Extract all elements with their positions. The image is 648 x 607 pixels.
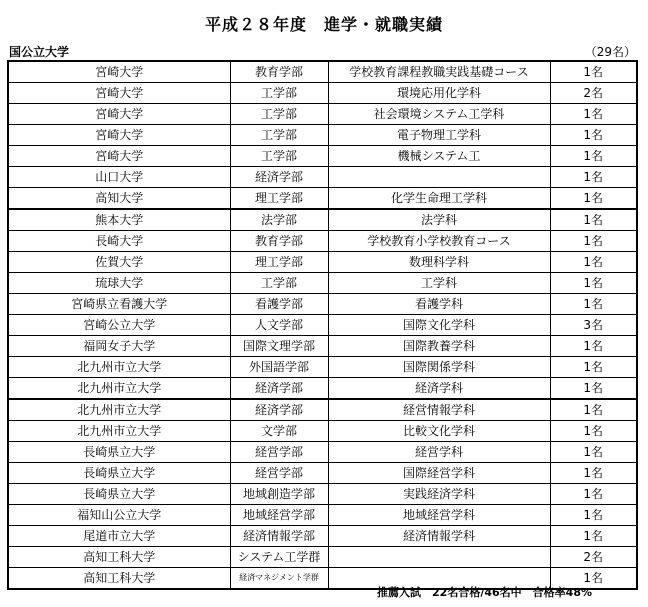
total-count: （29名） — [584, 45, 636, 59]
count-cell: 1名 — [550, 568, 637, 590]
table-row — [8, 61, 637, 83]
faculty-cell: 看護学部 — [230, 294, 328, 315]
count-cell: 1名 — [550, 146, 637, 167]
university-cell: 山口大学 — [8, 167, 230, 188]
department-cell: 機械システム工 — [328, 146, 550, 167]
university-cell: 長崎県立大学 — [8, 463, 230, 484]
table-row — [8, 273, 637, 294]
faculty-cell: 工学部 — [230, 104, 328, 125]
department-cell: 国際関係学科 — [328, 357, 550, 378]
table-row — [8, 442, 637, 463]
faculty-cell: 経済学部 — [230, 167, 328, 188]
table-row — [8, 505, 637, 526]
department-cell: 国際経営学科 — [328, 463, 550, 484]
count-cell: 1名 — [550, 61, 637, 83]
count-cell: 1名 — [550, 442, 637, 463]
university-cell: 福知山公立大学 — [8, 505, 230, 526]
count-cell: 1名 — [550, 378, 637, 400]
faculty-cell: 経済学部 — [230, 399, 328, 421]
faculty-cell: 人文学部 — [230, 315, 328, 336]
table-row — [8, 357, 637, 378]
university-cell: 北九州市立大学 — [8, 399, 230, 421]
count-cell: 1名 — [550, 484, 637, 505]
table-row — [8, 104, 637, 125]
faculty-cell: 理工学部 — [230, 188, 328, 210]
table-row — [8, 167, 637, 188]
table-row — [8, 231, 637, 252]
university-cell: 宮崎県立看護大学 — [8, 294, 230, 315]
department-cell: 国際教養学科 — [328, 336, 550, 357]
count-cell: 1名 — [550, 273, 637, 294]
university-cell: 宮崎大学 — [8, 125, 230, 146]
faculty-cell: システム工学群 — [230, 547, 328, 568]
department-cell: 工学科 — [328, 273, 550, 294]
faculty-cell: 理工学部 — [230, 252, 328, 273]
department-cell: 実践経済学科 — [328, 484, 550, 505]
department-cell: 経済学科 — [328, 378, 550, 400]
page-title: 平成２８年度 進学・就職実績 — [204, 15, 443, 34]
count-cell: 1名 — [550, 526, 637, 547]
university-cell: 高知大学 — [8, 188, 230, 210]
count-cell: 2名 — [550, 547, 637, 568]
faculty-cell: 工学部 — [230, 125, 328, 146]
faculty-cell: 経営学部 — [230, 463, 328, 484]
faculty-cell: 経済マネジメント学群 — [230, 568, 328, 590]
faculty-cell: 教育学部 — [230, 231, 328, 252]
university-cell: 琉球大学 — [8, 273, 230, 294]
faculty-cell: 国際文理学部 — [230, 336, 328, 357]
department-cell: 環境応用化学科 — [328, 83, 550, 104]
department-cell: 学校教育小学校教育コース — [328, 231, 550, 252]
count-cell: 1名 — [550, 463, 637, 484]
department-cell: 化学生命理工学科 — [328, 188, 550, 210]
department-cell: 経営学科 — [328, 442, 550, 463]
faculty-cell: 地域創造学部 — [230, 484, 328, 505]
table-row — [8, 547, 637, 568]
department-cell: 経済情報学科 — [328, 526, 550, 547]
university-cell: 宮崎大学 — [8, 83, 230, 104]
table-row — [8, 526, 637, 547]
count-cell: 1名 — [550, 104, 637, 125]
department-cell: 看護学科 — [328, 294, 550, 315]
university-cell: 北九州市立大学 — [8, 378, 230, 400]
count-cell: 1名 — [550, 231, 637, 252]
table-row — [8, 125, 637, 146]
faculty-cell: 地域経営学部 — [230, 505, 328, 526]
count-cell: 3名 — [550, 315, 637, 336]
faculty-cell: 経営学部 — [230, 442, 328, 463]
faculty-cell: 法学部 — [230, 209, 328, 231]
department-cell: 法学科 — [328, 209, 550, 231]
university-cell: 高知工科大学 — [8, 547, 230, 568]
faculty-cell: 経済学部 — [230, 378, 328, 400]
table-row — [8, 83, 637, 104]
department-cell: 学校教育課程教職実践基礎コース — [328, 61, 550, 83]
department-cell — [328, 167, 550, 188]
department-cell: 経営情報学科 — [328, 399, 550, 421]
university-cell: 尾道市立大学 — [8, 526, 230, 547]
university-cell: 高知工科大学 — [8, 568, 230, 590]
table-row — [8, 252, 637, 273]
university-cell: 長崎大学 — [8, 231, 230, 252]
faculty-cell: 経済情報学部 — [230, 526, 328, 547]
department-cell: 社会環境システム工学科 — [328, 104, 550, 125]
university-cell: 宮崎大学 — [8, 146, 230, 167]
department-cell: 国際文化学科 — [328, 315, 550, 336]
table-row — [8, 209, 637, 231]
count-cell: 1名 — [550, 505, 637, 526]
table-row — [8, 399, 637, 421]
department-cell: 数理科学科 — [328, 252, 550, 273]
university-cell: 宮崎公立大学 — [8, 315, 230, 336]
university-cell: 北九州市立大学 — [8, 421, 230, 442]
results-table — [7, 60, 638, 590]
count-cell: 1名 — [550, 188, 637, 210]
university-cell: 熊本大学 — [8, 209, 230, 231]
department-cell: 比較文化学科 — [328, 421, 550, 442]
section-heading: 国公立大学 — [9, 45, 70, 59]
table-row — [8, 484, 637, 505]
table-row — [8, 463, 637, 484]
table-row — [8, 294, 637, 315]
count-cell: 1名 — [550, 294, 637, 315]
table-row — [8, 378, 637, 400]
university-cell: 北九州市立大学 — [8, 357, 230, 378]
university-cell: 福岡女子大学 — [8, 336, 230, 357]
count-cell: 1名 — [550, 125, 637, 146]
table-row — [8, 188, 637, 210]
count-cell: 1名 — [550, 357, 637, 378]
footer-summary: 推薦入試 22名合格/46名中 合格率48% — [377, 586, 592, 599]
university-cell: 宮崎大学 — [8, 61, 230, 83]
table-row — [8, 421, 637, 442]
table-row — [8, 315, 637, 336]
table-row — [8, 336, 637, 357]
count-cell: 1名 — [550, 399, 637, 421]
count-cell: 1名 — [550, 167, 637, 188]
department-cell — [328, 547, 550, 568]
university-cell: 長崎県立大学 — [8, 442, 230, 463]
faculty-cell: 工学部 — [230, 146, 328, 167]
count-cell: 1名 — [550, 252, 637, 273]
university-cell: 長崎県立大学 — [8, 484, 230, 505]
faculty-cell: 工学部 — [230, 83, 328, 104]
faculty-cell: 外国語学部 — [230, 357, 328, 378]
faculty-cell: 文学部 — [230, 421, 328, 442]
faculty-cell: 工学部 — [230, 273, 328, 294]
count-cell: 1名 — [550, 421, 637, 442]
table-row — [8, 146, 637, 167]
count-cell: 1名 — [550, 209, 637, 231]
faculty-cell: 教育学部 — [230, 61, 328, 83]
department-cell: 電子物理工学科 — [328, 125, 550, 146]
department-cell: 地域経営学科 — [328, 505, 550, 526]
count-cell: 2名 — [550, 83, 637, 104]
university-cell: 宮崎大学 — [8, 104, 230, 125]
count-cell: 1名 — [550, 336, 637, 357]
university-cell: 佐賀大学 — [8, 252, 230, 273]
